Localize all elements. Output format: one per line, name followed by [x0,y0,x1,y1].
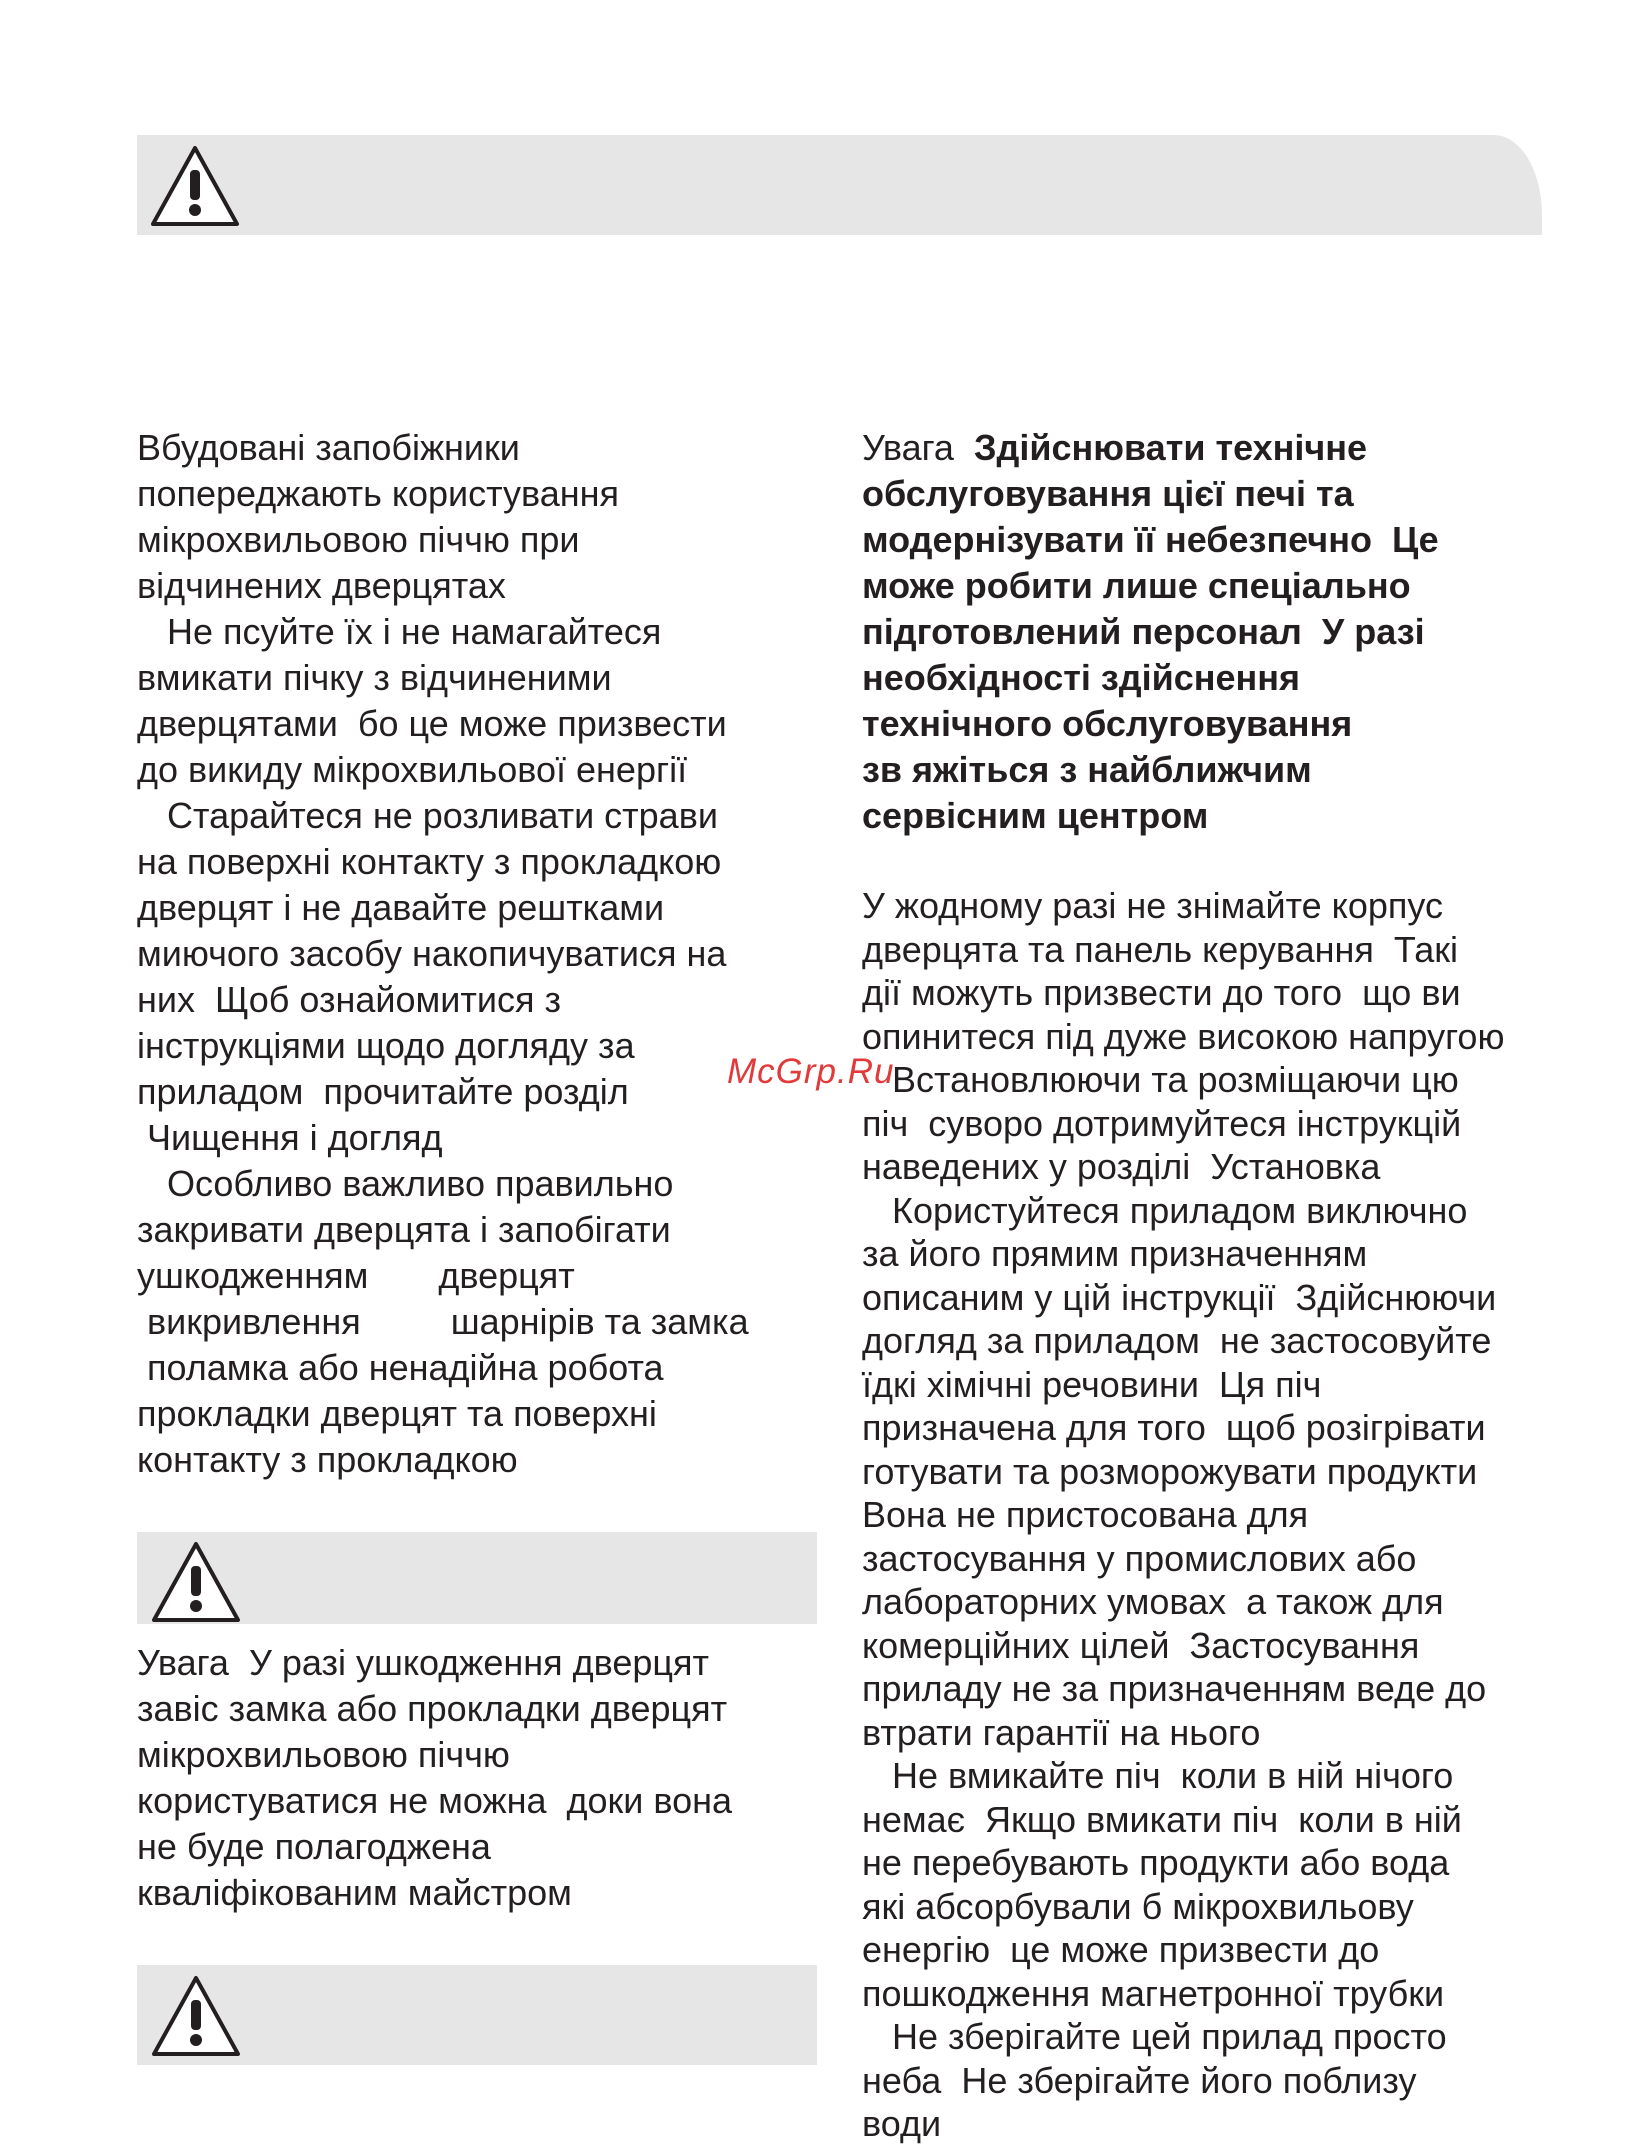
text-line: прокладки дверцят та поверхні [137,1393,657,1434]
text-line: миючого засобу накопичуватися на [137,933,727,974]
warning-bold-line: сервісним центром [862,795,1209,836]
text-line: Особливо важливо правильно [137,1163,674,1204]
warning-bold-line: може робити лише спеціально [862,565,1411,606]
text-line: які абсорбували б мікрохвильову [862,1885,1414,1927]
text-line: відчинених дверцятах [137,565,506,606]
service-warning-text [862,425,1439,839]
text-line: дії можуть призвести до того що ви [862,972,1461,1013]
section-header-banner [137,135,1542,235]
text-line: приладом прочитайте розділ [137,1071,629,1112]
text-line: неба Не зберігайте його поблизу [862,2059,1417,2101]
left-column-text [137,425,749,1483]
warning-prefix: Увага [862,427,974,468]
warning-triangle-icon [148,1538,244,1626]
text-line: не буде полагоджена [137,1826,491,1867]
text-line: завіс замка або прокладки дверцят [137,1688,728,1729]
text-line: дверцятами бо це може призвести [137,703,727,744]
text-line: Увага У разі ушкодження дверцят [137,1642,709,1683]
warning-bold-line: підготовлений персонал У разі [862,611,1425,652]
text-line: Вона не пристосована для [862,1494,1309,1535]
text-line: наведених у розділі Установка [862,1146,1381,1187]
text-line: Чищення і догляд [137,1117,443,1158]
text-line: Встановлюючи та розміщаючи цю [862,1059,1459,1100]
text-line: дверцят і не давайте рештками [137,887,665,928]
warning-bold-line: модернізувати її небезпечно Це [862,519,1439,560]
text-line: готувати та розморожувати продукти [862,1450,1478,1492]
text-line: Старайтеся не розливати страви [137,795,718,836]
text-line: лабораторних умовах а також для [862,1581,1444,1622]
watermark: McGrp.Ru [727,1052,895,1091]
text-line: вмикати пічку з відчиненими [137,657,612,698]
warning-bold-line: необхідності здійснення [862,657,1301,698]
text-line: Користуйтеся приладом виключно [862,1189,1468,1231]
text-line: застосування у промислових або [862,1537,1417,1579]
text-line: користуватися не можна доки вона [137,1780,733,1821]
text-line: описаним у цій інструкції Здійснюючи [862,1276,1497,1318]
text-line: закривати дверцята і запобігати [137,1209,671,1250]
text-line: води [862,2103,942,2144]
warning-bold-line: технічного обслуговування [862,703,1353,744]
door-damage-warning-text [137,1640,732,1916]
text-line: опинитеся під дуже високою напругою [862,1015,1505,1057]
text-line: догляд за приладом не застосовуйте [862,1320,1492,1361]
warning-bold-line: Здійснювати технічне [973,427,1368,468]
text-line: Не вмикайте піч коли в ній нічого [862,1755,1454,1796]
text-line: контакту з прокладкою [137,1439,518,1480]
text-line: немає Якщо вмикати піч коли в ній [862,1798,1462,1840]
text-line: Вбудовані запобіжники [137,427,520,468]
warning-triangle-icon [147,142,243,230]
text-line: піч суворо дотримуйтеся інструкцій [862,1102,1462,1144]
warning-bold-line: зв яжіться з найближчим [862,749,1312,790]
right-column-text [862,884,1504,2146]
text-line: втрати гарантії на нього [862,1711,1261,1753]
text-line: до викиду мікрохвильової енергії [137,749,688,790]
text-line: призначена для того щоб розігрівати [862,1407,1486,1448]
text-line: них Щоб ознайомитися з [137,979,562,1020]
text-line: не перебувають продукти або вода [862,1842,1450,1883]
text-line: за його прямим призначенням [862,1233,1368,1274]
text-line: У жодному разі не знімайте корпус [862,885,1443,926]
text-line: Не зберігайте цей прилад просто [862,2016,1447,2057]
text-line: кваліфікованим майстром [137,1872,572,1913]
text-line: ушкодженням дверцят [137,1255,575,1296]
text-line: інструкціями щодо догляду за [137,1025,635,1066]
text-line: викривлення шарнірів та замка [137,1301,749,1342]
text-line: попереджають користування [137,473,620,514]
text-line: комерційних цілей Застосування [862,1624,1420,1666]
warning-triangle-icon [148,1972,244,2060]
text-line: дверцята та панель керування Такі [862,928,1459,970]
text-line: енергію це може призвести до [862,1929,1380,1970]
warning-bold-line: обслуговування цієї печі та [862,473,1354,514]
text-line: Не псуйте їх і не намагайтеся [137,611,662,652]
text-line: мікрохвильовою піччю [137,1734,510,1775]
text-line: приладу не за призначенням веде до [862,1668,1487,1709]
text-line: на поверхні контакту з прокладкою [137,841,722,882]
text-line: пошкодження магнетронної трубки [862,1972,1445,2014]
text-line: їдкі хімічні речовини Ця піч [862,1363,1322,1405]
text-line: поламка або ненадійна робота [137,1347,664,1388]
text-line: мікрохвильовою піччю при [137,519,580,560]
